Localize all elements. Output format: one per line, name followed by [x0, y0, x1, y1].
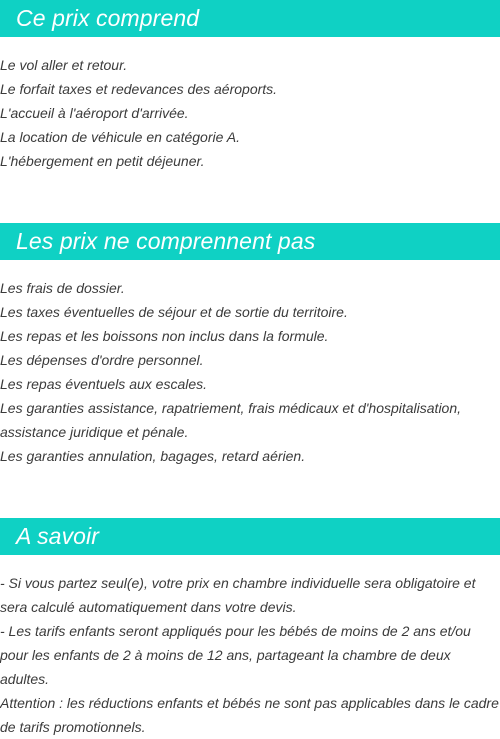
list-item: Les repas éventuels aux escales. [0, 376, 208, 392]
list-item: Attention : les réductions enfants et bébés ne sont pas applicables dans le cadre de tarifs promotionnels. [0, 695, 499, 735]
section-header-good-to-know [0, 518, 500, 555]
good-to-know-list [0, 555, 500, 739]
list-item: L'accueil à l'aéroport d'arrivée. [0, 105, 189, 121]
list-item: L'hébergement en petit déjeuner. [0, 153, 205, 169]
list-item: - Les tarifs enfants seront appliqués pour les bébés de moins de 2 ans et/ou pour les enfants de 2 à moins de 12 ans, partageant la chambre de deux adultes. [0, 623, 471, 687]
section-title: Ce prix comprend [16, 5, 200, 31]
list-item: Les frais de dossier. [0, 280, 125, 296]
section-header-included [0, 0, 500, 37]
not-included-list [0, 260, 500, 468]
list-item: Les taxes éventuelles de séjour et de sortie du territoire. [0, 304, 348, 320]
section-not-included [0, 223, 500, 468]
list-item: - Si vous partez seul(e), votre prix en chambre individuelle sera obligatoire et sera calculé automatiquement dans votre devis. [0, 575, 476, 615]
section-header-not-included [0, 223, 500, 260]
list-item: Les repas et les boissons non inclus dans la formule. [0, 328, 329, 344]
section-included [0, 0, 500, 173]
section-title: Les prix ne comprennent pas [16, 228, 316, 254]
section-title: A savoir [16, 523, 100, 549]
list-item: Les dépenses d'ordre personnel. [0, 352, 204, 368]
list-item: Les garanties assistance, rapatriement, frais médicaux et d'hospitalisation, assistance juridique et pénale. [0, 400, 462, 440]
section-good-to-know [0, 518, 500, 739]
list-item: Le forfait taxes et redevances des aéroports. [0, 81, 278, 97]
list-item: La location de véhicule en catégorie A. [0, 129, 240, 145]
included-list [0, 37, 500, 173]
list-item: Le vol aller et retour. [0, 57, 128, 73]
list-item: Les garanties annulation, bagages, retard aérien. [0, 448, 306, 464]
